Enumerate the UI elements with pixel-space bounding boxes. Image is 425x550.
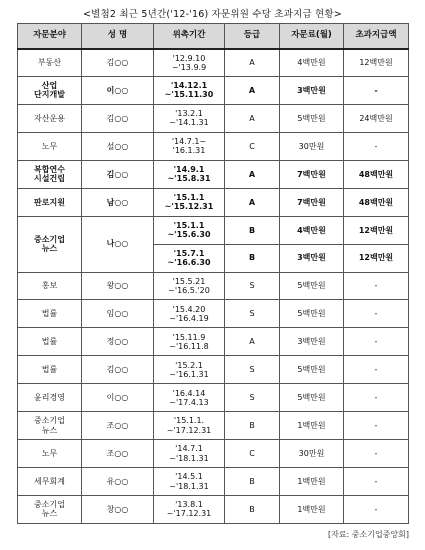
cell-excess: - (344, 272, 409, 300)
cell-period: '15.4.20 ~'16.4.19 (154, 300, 225, 328)
cell-grade: A (225, 76, 280, 104)
cell-period: '15.1.1 ~'15.6.30 (154, 216, 225, 244)
table-row (18, 496, 409, 524)
table-row (18, 356, 409, 384)
cell-period: '14.9.1 ~'15.8.31 (154, 160, 225, 188)
cell-name: 이○○ (82, 76, 154, 104)
header-field: 자문분야 (18, 24, 82, 49)
cell-field: 세무회계 (18, 468, 82, 496)
cell-name: 김○○ (82, 49, 154, 77)
table-row (18, 49, 409, 77)
header-excess: 초과지급액 (344, 24, 409, 49)
cell-fee: 5백만원 (280, 272, 344, 300)
table-row (18, 160, 409, 188)
cell-field: 법률 (18, 356, 82, 384)
table-row (18, 76, 409, 104)
cell-fee: 3백만원 (280, 328, 344, 356)
cell-field: 판로지원 (18, 188, 82, 216)
table-header-row (18, 24, 409, 49)
cell-fee: 3백만원 (280, 244, 344, 272)
cell-name: 설○○ (82, 132, 154, 160)
cell-period: '14.7.1 ~'18.1.31 (154, 440, 225, 468)
cell-name: 조○○ (82, 412, 154, 440)
cell-period: '15.2.1 ~'16.1.31 (154, 356, 225, 384)
cell-fee: 4백만원 (280, 216, 344, 244)
cell-fee: 5백만원 (280, 356, 344, 384)
table-row (18, 104, 409, 132)
cell-period: '15.7.1 ~'16.6.30 (154, 244, 225, 272)
cell-grade: S (225, 384, 280, 412)
table-row (18, 272, 409, 300)
advisor-allowance-table (17, 23, 409, 524)
cell-period: '15.5.21 ~'16.5.'20 (154, 272, 225, 300)
cell-grade: S (225, 272, 280, 300)
cell-name: 왕○○ (82, 272, 154, 300)
cell-fee: 5백만원 (280, 104, 344, 132)
cell-period: '15.11.9 ~'16.11.8 (154, 328, 225, 356)
cell-period: '15.1.1. ~'17.12.31 (154, 412, 225, 440)
cell-fee: 4백만원 (280, 49, 344, 77)
cell-name: 정○○ (82, 328, 154, 356)
cell-fee: 30만원 (280, 440, 344, 468)
cell-name: 김○○ (82, 160, 154, 188)
cell-period: '16.4.14 ~'17.4.13 (154, 384, 225, 412)
cell-period: '13.8.1 ~'17.12.31 (154, 496, 225, 524)
cell-grade: A (225, 160, 280, 188)
cell-grade: A (225, 104, 280, 132)
cell-excess: - (344, 132, 409, 160)
cell-field: 중소기업 뉴스 (18, 412, 82, 440)
document-title: <별첨2 최근 5년간('12-'16) 자문위원 수당 초과지급 현황> (83, 9, 342, 20)
cell-excess: - (344, 468, 409, 496)
cell-name: 김○○ (82, 104, 154, 132)
cell-excess: 12백만원 (344, 216, 409, 244)
header-grade: 등급 (225, 24, 280, 49)
cell-grade: B (225, 216, 280, 244)
cell-name: 유○○ (82, 468, 154, 496)
cell-fee: 7백만원 (280, 188, 344, 216)
cell-excess: - (344, 440, 409, 468)
cell-field: 법률 (18, 300, 82, 328)
cell-field: 노무 (18, 132, 82, 160)
cell-fee: 1백만원 (280, 412, 344, 440)
cell-excess: - (344, 328, 409, 356)
cell-fee: 1백만원 (280, 496, 344, 524)
cell-field: 노무 (18, 440, 82, 468)
header-fee: 자문료(월) (280, 24, 344, 49)
cell-field: 중소기업 뉴스 (18, 216, 82, 272)
table-body (18, 49, 409, 524)
cell-name: 조○○ (82, 440, 154, 468)
cell-name: 이○○ (82, 384, 154, 412)
cell-grade: B (225, 496, 280, 524)
table-row (18, 328, 409, 356)
table-row (18, 412, 409, 440)
cell-excess: - (344, 356, 409, 384)
table-row (18, 440, 409, 468)
cell-period: '13.2.1 ~'14.1.31 (154, 104, 225, 132)
cell-grade: A (225, 328, 280, 356)
cell-excess: 48백만원 (344, 188, 409, 216)
cell-excess: 12백만원 (344, 244, 409, 272)
cell-field: 산업 단지개발 (18, 76, 82, 104)
cell-grade: S (225, 356, 280, 384)
cell-period: '14.5.1 ~'18.1.31 (154, 468, 225, 496)
cell-excess: 12백만원 (344, 49, 409, 77)
cell-grade: C (225, 132, 280, 160)
cell-fee: 7백만원 (280, 160, 344, 188)
cell-period: '15.1.1 ~'15.12.31 (154, 188, 225, 216)
cell-grade: C (225, 440, 280, 468)
table-row (18, 132, 409, 160)
source-note: [자료: 중소기업중앙회] (327, 530, 409, 539)
cell-period: '14.12.1 ~'15.11.30 (154, 76, 225, 104)
cell-name: 남○○ (82, 188, 154, 216)
cell-excess: - (344, 412, 409, 440)
cell-grade: B (225, 244, 280, 272)
table-row (18, 300, 409, 328)
cell-excess: 24백만원 (344, 104, 409, 132)
cell-name: 임○○ (82, 300, 154, 328)
cell-fee: 3백만원 (280, 76, 344, 104)
header-name: 성 명 (82, 24, 154, 49)
cell-excess: - (344, 496, 409, 524)
cell-period: '12.9.10 ~'13.9.9 (154, 49, 225, 77)
cell-fee: 5백만원 (280, 300, 344, 328)
cell-name: 김○○ (82, 356, 154, 384)
cell-name: 창○○ (82, 496, 154, 524)
cell-field: 자산운용 (18, 104, 82, 132)
cell-field: 홍보 (18, 272, 82, 300)
cell-fee: 5백만원 (280, 384, 344, 412)
cell-excess: 48백만원 (344, 160, 409, 188)
cell-grade: S (225, 300, 280, 328)
cell-fee: 30만원 (280, 132, 344, 160)
cell-field: 부동산 (18, 49, 82, 77)
cell-excess: - (344, 384, 409, 412)
cell-field: 윤리경영 (18, 384, 82, 412)
header-period: 위촉기간 (154, 24, 225, 49)
cell-grade: B (225, 412, 280, 440)
cell-excess: - (344, 76, 409, 104)
cell-grade: A (225, 188, 280, 216)
table-row (18, 188, 409, 216)
table-row (18, 216, 409, 244)
table-row (18, 468, 409, 496)
cell-fee: 1백만원 (280, 468, 344, 496)
cell-field: 법률 (18, 328, 82, 356)
cell-excess: - (344, 300, 409, 328)
cell-field: 중소기업 뉴스 (18, 496, 82, 524)
cell-grade: A (225, 49, 280, 77)
cell-period: '14.7.1~ '16.1.31 (154, 132, 225, 160)
cell-grade: B (225, 468, 280, 496)
cell-name: 나○○ (82, 216, 154, 272)
table-row (18, 384, 409, 412)
cell-field: 복합연수 시설건립 (18, 160, 82, 188)
